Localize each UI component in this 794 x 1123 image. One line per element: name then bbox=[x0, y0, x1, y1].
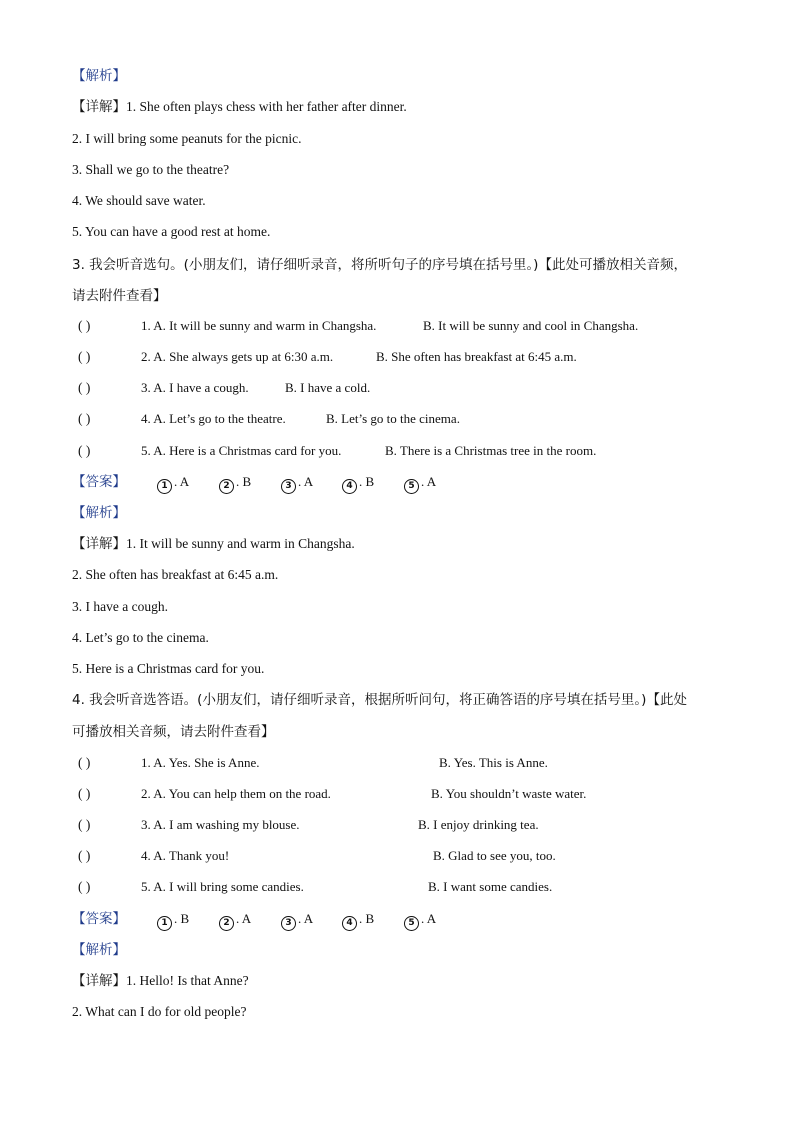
answer-item bbox=[342, 910, 374, 931]
option-a: 4. A. Thank you! bbox=[141, 848, 230, 863]
answer-blank: ( ) bbox=[78, 380, 91, 395]
option-b: B. Let’s go to the cinema. bbox=[326, 411, 460, 426]
answer-blank: ( ) bbox=[78, 411, 91, 426]
detail-label: 【详解】 bbox=[72, 973, 126, 989]
detail-line: 2. She often has breakfast at 6:45 a.m. bbox=[72, 567, 279, 582]
option-b: B. I enjoy drinking tea. bbox=[418, 817, 539, 832]
detail-label: 【详解】 bbox=[72, 536, 126, 552]
detail-line: 2. What can I do for old people? bbox=[72, 1004, 247, 1019]
answer-value: . A bbox=[421, 474, 437, 489]
detail-line bbox=[72, 535, 355, 553]
circled-number: 5 bbox=[404, 916, 419, 931]
answer-value: . A bbox=[174, 474, 190, 489]
circled-number: 4 bbox=[342, 479, 357, 494]
option-b: B. You shouldn’t waste water. bbox=[431, 786, 587, 801]
answer-label: 【答案】 bbox=[72, 474, 126, 490]
detail-line: 4. We should save water. bbox=[72, 193, 206, 208]
option-b: B. She often has breakfast at 6:45 a.m. bbox=[376, 349, 577, 364]
option-a: 5. A. I will bring some candies. bbox=[141, 879, 304, 894]
answer-label: 【答案】 bbox=[72, 911, 126, 927]
detail-line: 5. You can have a good rest at home. bbox=[72, 224, 271, 239]
answer-item bbox=[404, 910, 436, 931]
analysis-label: 【解析】 bbox=[72, 942, 126, 958]
option-a: 1. A. Yes. She is Anne. bbox=[141, 755, 260, 770]
answer-value: . B bbox=[359, 911, 375, 926]
detail-line: 3. I have a cough. bbox=[72, 599, 168, 614]
circled-number: 3 bbox=[281, 479, 296, 494]
detail-text: 1. She often plays chess with her father after dinner. bbox=[126, 99, 407, 114]
section-heading-cont: 可播放相关音频，请去附件查看】 bbox=[72, 724, 275, 740]
answer-blank: ( ) bbox=[78, 786, 91, 801]
answer-value: . B bbox=[236, 474, 252, 489]
option-a: 3. A. I am washing my blouse. bbox=[141, 817, 300, 832]
circled-number: 4 bbox=[342, 916, 357, 931]
answer-blank: ( ) bbox=[78, 349, 91, 364]
detail-label: 【详解】 bbox=[72, 99, 126, 115]
answer-item bbox=[342, 473, 374, 494]
answer-blank: ( ) bbox=[78, 879, 91, 894]
answer-item bbox=[281, 473, 313, 494]
option-a: 2. A. You can help them on the road. bbox=[141, 786, 331, 801]
answer-value: . B bbox=[174, 911, 190, 926]
circled-number: 2 bbox=[219, 479, 234, 494]
section-heading: 3. 我会听音选句。(小朋友们，请仔细听录音，将所听句子的序号填在括号里。)【此处可播放相关音频， bbox=[72, 257, 687, 273]
analysis-label: 【解析】 bbox=[72, 505, 126, 521]
circled-number: 5 bbox=[404, 479, 419, 494]
answer-blank: ( ) bbox=[78, 755, 91, 770]
option-a: 5. A. Here is a Christmas card for you. bbox=[141, 443, 342, 458]
detail-text: 1. It will be sunny and warm in Changsha. bbox=[126, 536, 355, 551]
answer-item bbox=[219, 910, 251, 931]
detail-line: 5. Here is a Christmas card for you. bbox=[72, 661, 265, 676]
option-b: B. Yes. This is Anne. bbox=[439, 755, 548, 770]
option-a: 3. A. I have a cough. bbox=[141, 380, 249, 395]
section-heading: 4. 我会听音选答语。(小朋友们，请仔细听录音，根据所听问句，将正确答语的序号填在括号里。)【此处 bbox=[72, 692, 687, 708]
option-a: 4. A. Let’s go to the theatre. bbox=[141, 411, 286, 426]
circled-number: 1 bbox=[157, 479, 172, 494]
circled-number: 2 bbox=[219, 916, 234, 931]
answer-item bbox=[281, 910, 313, 931]
answer-value: . A bbox=[298, 474, 314, 489]
answer-item bbox=[157, 473, 189, 494]
option-a: 1. A. It will be sunny and warm in Changsha. bbox=[141, 318, 377, 333]
option-b: B. Glad to see you, too. bbox=[433, 848, 556, 863]
answer-blank: ( ) bbox=[78, 817, 91, 832]
answer-item bbox=[219, 473, 251, 494]
detail-line bbox=[72, 972, 249, 990]
answer-blank: ( ) bbox=[78, 443, 91, 458]
answer-blank: ( ) bbox=[78, 318, 91, 333]
option-b: B. I have a cold. bbox=[285, 380, 371, 395]
detail-line: 3. Shall we go to the theatre? bbox=[72, 162, 230, 177]
answer-value: . A bbox=[298, 911, 314, 926]
answer-blank: ( ) bbox=[78, 848, 91, 863]
answer-value: . B bbox=[359, 474, 375, 489]
section-heading-cont: 请去附件查看】 bbox=[72, 288, 167, 304]
answer-item bbox=[157, 910, 189, 931]
analysis-label: 【解析】 bbox=[72, 68, 126, 84]
detail-line: 4. Let’s go to the cinema. bbox=[72, 630, 209, 645]
answer-value: . A bbox=[421, 911, 437, 926]
detail-line: 2. I will bring some peanuts for the picnic. bbox=[72, 131, 302, 146]
circled-number: 3 bbox=[281, 916, 296, 931]
option-b: B. It will be sunny and cool in Changsha. bbox=[423, 318, 639, 333]
detail-line bbox=[72, 98, 407, 116]
option-a: 2. A. She always gets up at 6:30 a.m. bbox=[141, 349, 334, 364]
option-b: B. There is a Christmas tree in the room. bbox=[385, 443, 597, 458]
answer-value: . A bbox=[236, 911, 252, 926]
option-b: B. I want some candies. bbox=[428, 879, 553, 894]
answer-item bbox=[404, 473, 436, 494]
circled-number: 1 bbox=[157, 916, 172, 931]
detail-text: 1. Hello! Is that Anne? bbox=[126, 973, 249, 988]
